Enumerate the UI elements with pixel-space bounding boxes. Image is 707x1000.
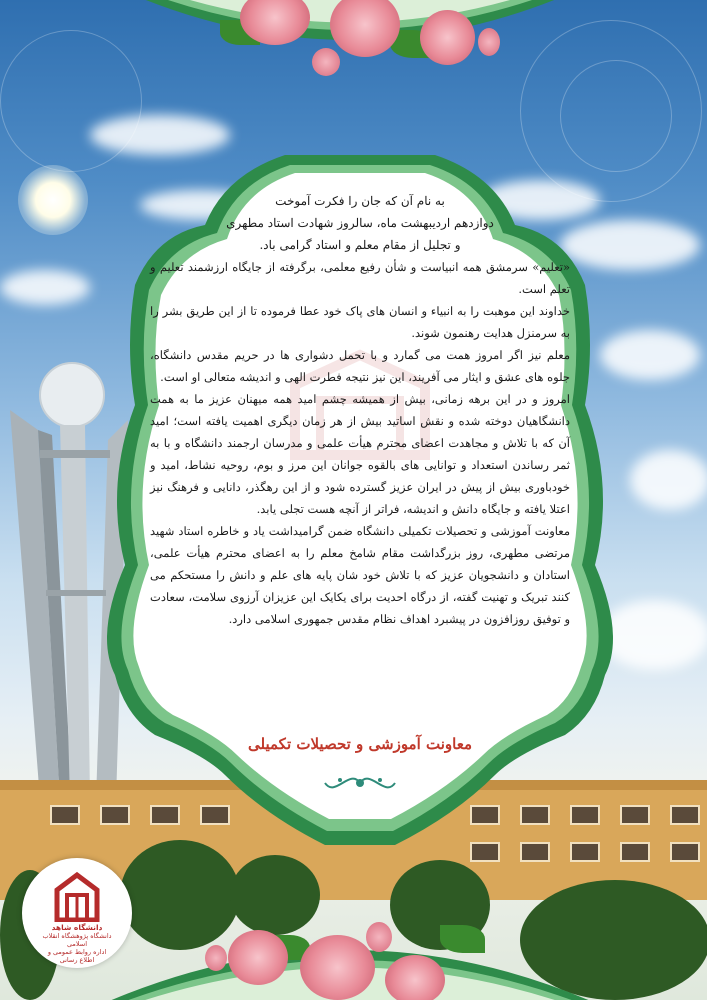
building-window: [620, 842, 650, 862]
cloud: [90, 115, 230, 155]
cloud: [0, 270, 90, 305]
building-window: [470, 842, 500, 862]
signature: معاونت آموزشی و تحصیلات تکمیلی: [248, 735, 472, 753]
university-logo: [22, 858, 132, 968]
rose-bud: [312, 48, 340, 76]
rose-flower: [228, 930, 288, 985]
tree: [120, 840, 240, 950]
rose-flower: [300, 935, 375, 1000]
paragraph-4: امروز و در این برهه زمانی، بیش از همیشه چشم امید همه میهنان عزیز ما به همت دانشگاهیان دوخته شده و نقش اساتید بیش از هر زمان دیگری اهمیت یافته است؛ امید آن که با تلاش و مجاهدت اعضای محترم هیأت علمی و مدرسان ارجمند دانشگاه و با به ثمر رساندن استعداد و توانایی های بالقوه جوانان این مرز و بوم، روحیه نشاط، امید و خودباوری بیش از پیش در ایران عزیز گسترده شود و از این رهگذر، دانایی و فرهنگ نیز اعتلا یافته و جایگاه دانش و اندیشه، فراتر از آنچه هست تجلی یابد.: [150, 392, 570, 516]
rose-bud: [478, 28, 500, 56]
logo-title: دانشگاه شاهد: [51, 923, 103, 932]
building-window: [670, 805, 700, 825]
logo-emblem-icon: [52, 870, 102, 922]
building-window: [670, 842, 700, 862]
leaf: [440, 925, 485, 953]
tree: [230, 855, 320, 935]
paragraph-2: خداوند این موهبت را به انبیاء و انسان های پاک خود عطا فرموده تا از این طریق بشر را به سرمنزل هدایت رهنمون شوند.: [150, 304, 570, 340]
paragraph-3: معلم نیز اگر امروز همت می گمارد و با تحمل دشواری ها در حریم مقدس دانشگاه، جلوه های عشق و ایثار می آفریند، این نیز نتیجه فطرت الهی و اندیشه متعالی او است.: [150, 348, 570, 384]
cloud: [630, 450, 707, 510]
greeting-line-1: به نام آن که جان را فکرت آموخت: [275, 194, 445, 208]
building-window: [50, 805, 80, 825]
rose-bud: [205, 945, 227, 971]
greeting-line-3: و تجلیل از مقام معلم و استاد گرامی باد.: [259, 238, 461, 252]
building-window: [570, 842, 600, 862]
rose-flower: [420, 10, 475, 65]
rose-bud: [366, 922, 392, 952]
logo-text: [40, 924, 114, 964]
ornamental-flourish: [320, 768, 400, 798]
rose-flower: [385, 955, 445, 1000]
paragraph-5: معاونت آموزشی و تحصیلات تکمیلی دانشگاه ضمن گرامیداشت یاد و خاطره استاد شهید مرتضی مطهری، روز بزرگداشت مقام شامخ معلم را به اعضای محترم هیأت علمی، استادان و دانشجویان عزیز که با تلاش خود شان پایه های علم و دانش را مستحکم می کنند تبریک و تهنیت گفته، از درگاه احدیت برای یکایک این عزیزان آرزوی سلامت، سعادت و توفیق روزافزون در پیشبرد اهداف نظام مقدس جمهوری اسلامی دارد.: [150, 524, 570, 626]
sun: [18, 165, 88, 235]
building-window: [520, 842, 550, 862]
greeting-line-2: دوازدهم اردیبهشت ماه، سالروز شهادت استاد مطهری: [226, 216, 494, 230]
logo-subtitle: دانشگاه پژوهشگاه انقلاب اسلامی: [42, 932, 112, 948]
logo-department: اداره روابط عمومی و اطلاع رسانی: [47, 948, 107, 964]
message-text: [150, 190, 570, 630]
rose-flower: [330, 0, 400, 57]
paragraph-1: «تعلیم» سرمشق همه انبیاست و شأن رفیع معلمی، برگرفته از جایگاه ارزشمند تعلیم و تعلم است.: [150, 260, 570, 296]
